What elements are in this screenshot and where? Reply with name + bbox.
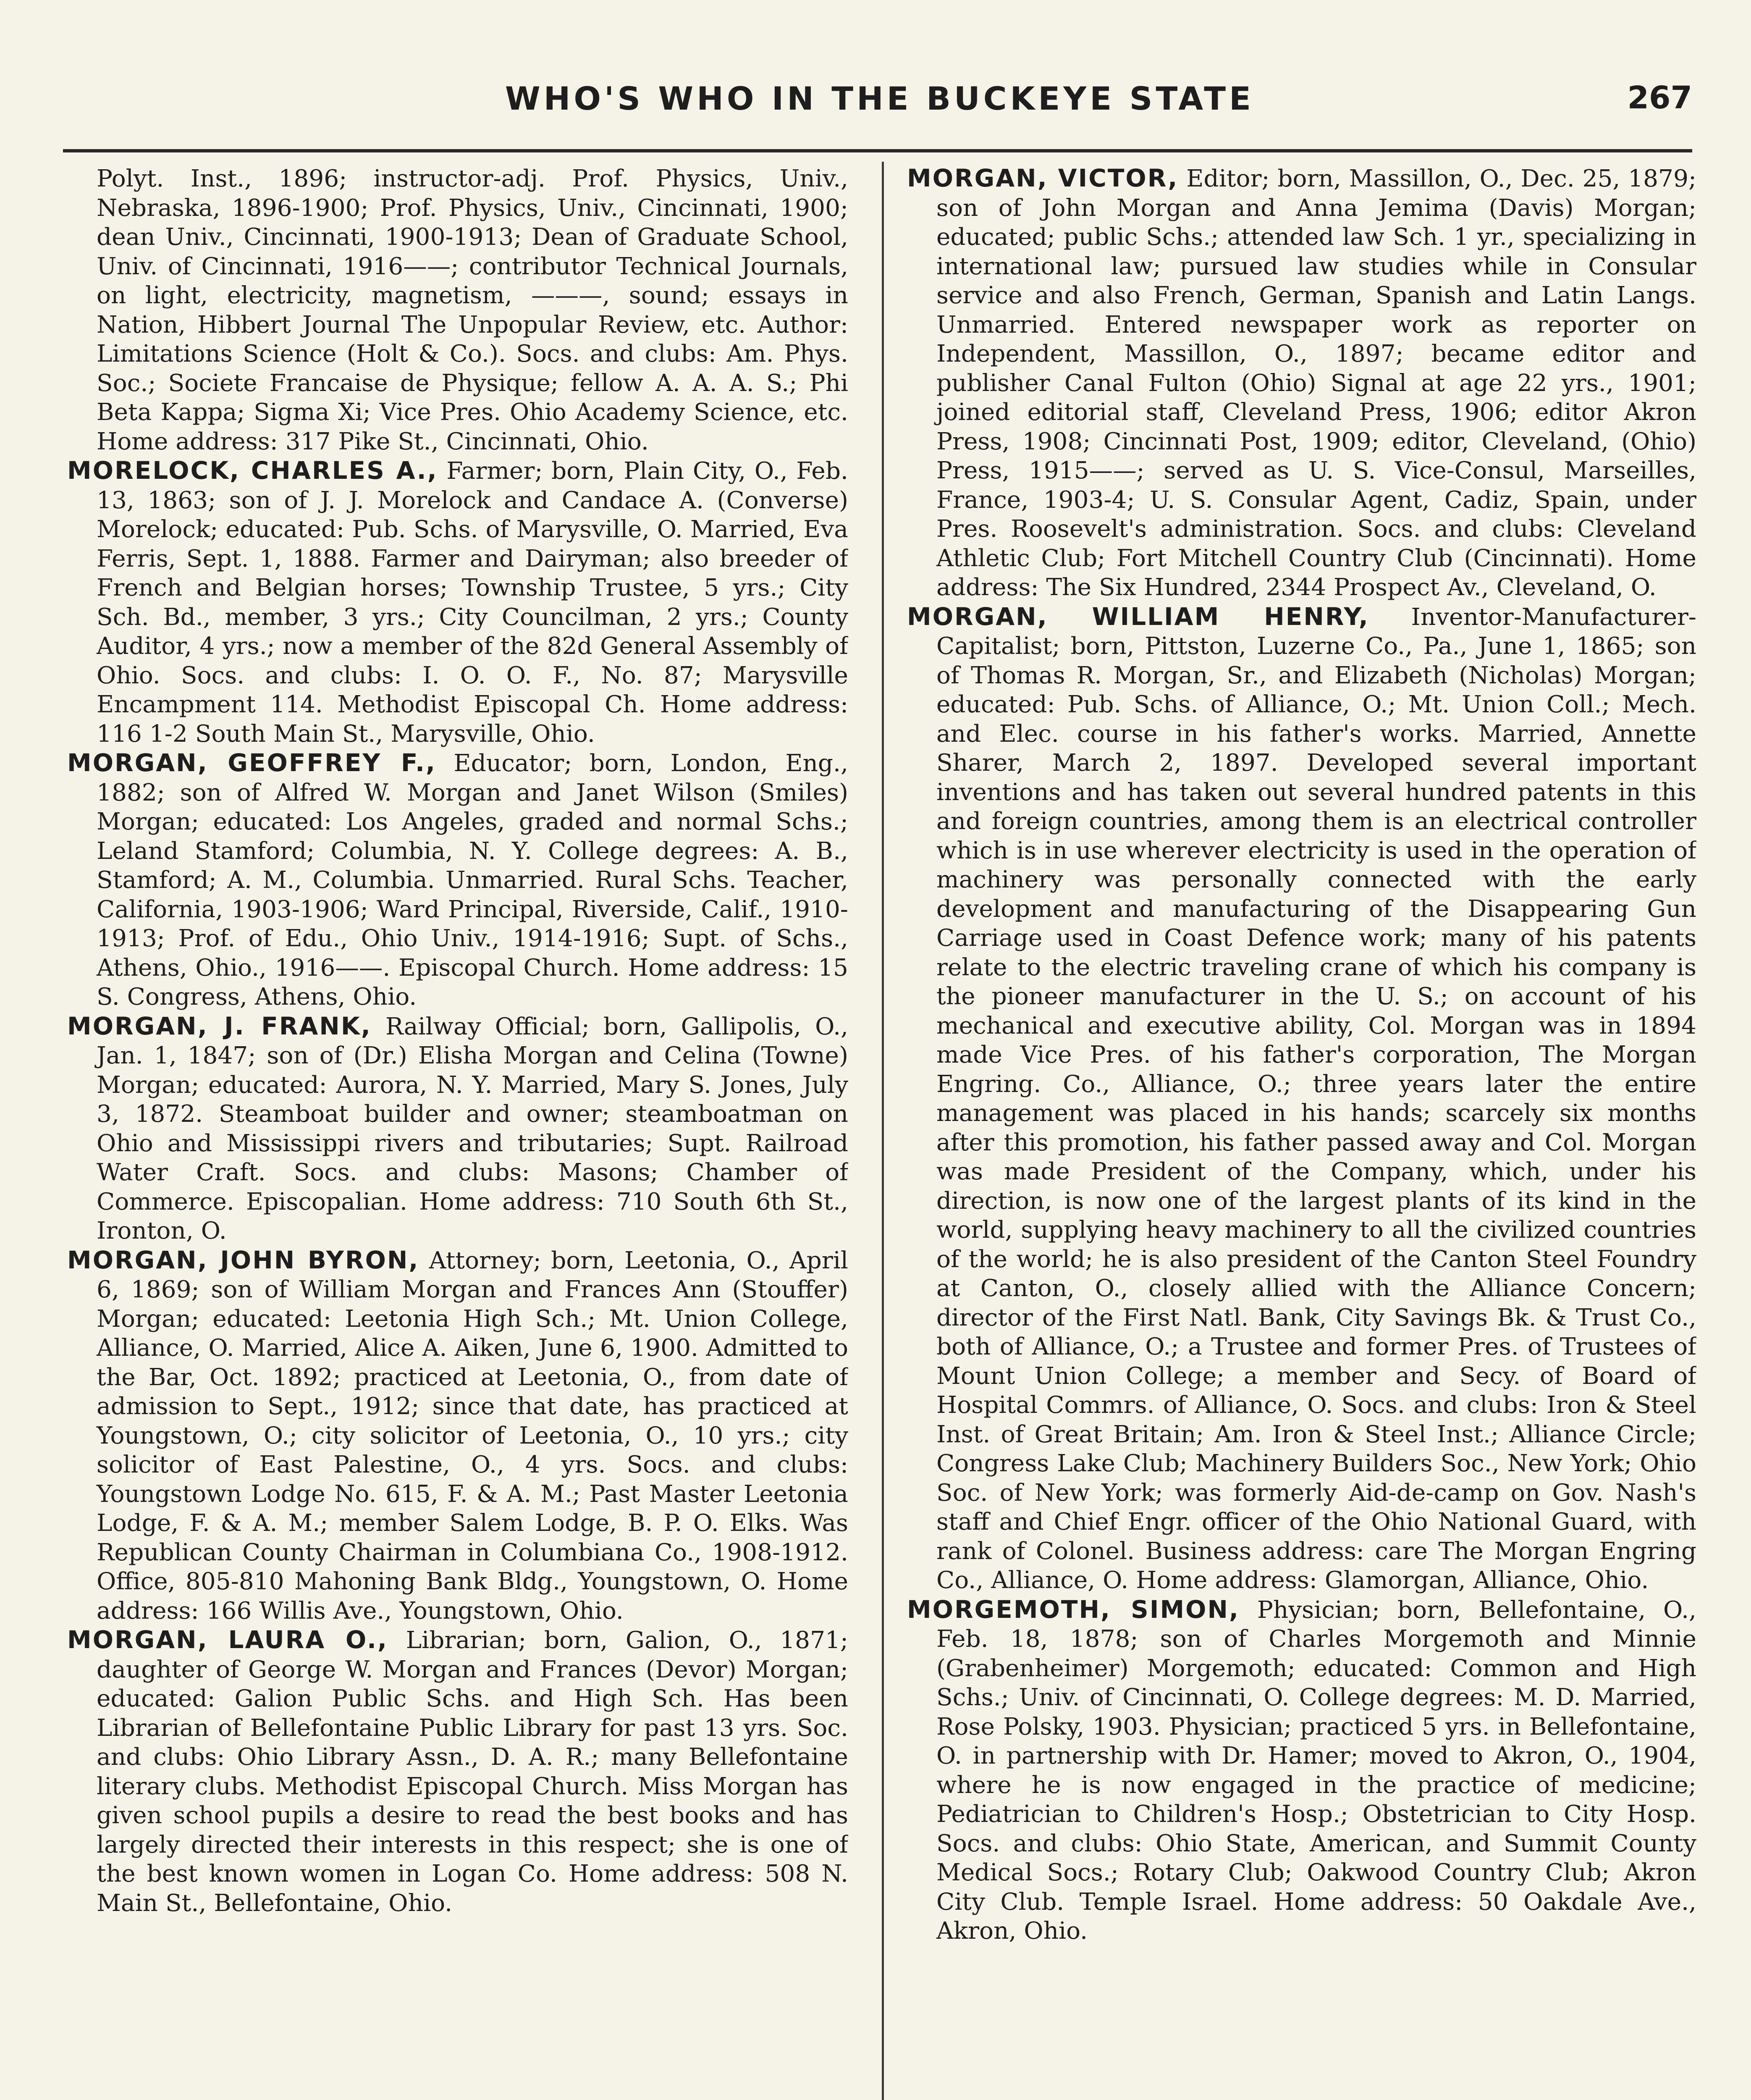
- biography-entry: [67, 1246, 848, 1626]
- entry-text: Editor; born, Massillon, O., Dec. 25, 1879; son of John Morgan and Anna Jemima (Davis) Morgan; educated; public Schs.; attended law Sch. 1 yr., specializing in international law; pursued law studies while in Consular service and also French, German, Spanish and Latin Langs. Unmarried. Entered newspaper work as reporter on Independent, Massillon, O., 1897; became editor and publisher Canal Fulton (Ohio) Signal at age 22 yrs., 1901; joined editorial staff, Cleveland Press, 1906; editor Akron Press, 1908; Cincinnati Post, 1909; editor, Cleveland, (Ohio) Press, 1915——; served as U. S. Vice-Consul, Marseilles, France, 1903-4; U. S. Consular Agent, Cadiz, Spain, under Pres. Roosevelt's administration. Socs. and clubs: Cleveland Athletic Club; Fort Mitchell Country Club (Cincinnati). Home address: The Six Hundred, 2344 Prospect Av., Cleveland, O.: [936, 165, 1696, 601]
- entry-name: MORGAN, VICTOR,: [907, 164, 1179, 192]
- entry-name: MORGAN, JOHN BYRON,: [67, 1245, 419, 1274]
- entry-text: Farmer; born, Plain City, O., Feb. 13, 1863; son of J. J. Morelock and Candace A. (Converse) Morelock; educated: Pub. Schs. of Marysville, O. Married, Eva Ferris, Sept. 1, 1888. Farmer and Dairyman; also breeder of French and Belgian horses; Township Trustee, 5 yrs.; City Sch. Bd., member, 3 yrs.; City Councilman, 2 yrs.; County Auditor, 4 yrs.; now a member of the 82d General Assembly of Ohio. Socs. and clubs: I. O. O. F., No. 87; Marysville Encampment 114. Methodist Episcopal Ch. Home address: 116 1-2 South Main St., Marysville, Ohio.: [97, 457, 848, 748]
- page-header: [67, 76, 1692, 139]
- column-divider: [882, 162, 884, 2100]
- entry-text: Attorney; born, Leetonia, O., April 6, 1869; son of William Morgan and Frances Ann (Stouffer) Morgan; educated: Leetonia High Sch.; Mt. Union College, Alliance, O. Married, Alice A. Aiken, June 6, 1900. Admitted to the Bar, Oct. 1892; practiced at Leetonia, O., from date of admission to Sept., 1912; since that date, has practiced at Youngstown, O.; city solicitor of Leetonia, O., 10 yrs.; city solicitor of East Palestine, O., 4 yrs. Socs. and clubs: Youngstown Lodge No. 615, F. & A. M.; Past Master Leetonia Lodge, F. & A. M.; member Salem Lodge, B. P. O. Elks. Was Republican County Chairman in Columbiana Co., 1908-1912. Office, 805-810 Mahoning Bank Bldg., Youngstown, O. Home address: 166 Willis Ave., Youngstown, Ohio.: [97, 1247, 848, 1625]
- entry-text: Librarian; born, Galion, O., 1871; daughter of George W. Morgan and Frances (Devor) Morgan; educated: Galion Public Schs. and High Sch. Has been Librarian of Bellefontaine Public Library for past 13 yrs. Soc. and clubs: Ohio Library Assn., D. A. R.; many Bellefontaine literary clubs. Methodist Episcopal Church. Miss Morgan has given school pupils a desire to read the best books and has largely directed their interests in this respect; she is one of the best known women in Logan Co. Home address: 508 N. Main St., Bellefontaine, Ohio.: [97, 1627, 848, 1917]
- page-number: 267: [1627, 80, 1692, 116]
- biography-entry: [67, 1012, 848, 1246]
- entry-name: MORGAN, LAURA O.,: [67, 1625, 388, 1654]
- biography-entry: [67, 748, 848, 1012]
- entry-name: MORGAN, WILLIAM HENRY,: [907, 602, 1369, 631]
- entry-text: Inventor-Manufacturer-Capitalist; born, Pittston, Luzerne Co., Pa., June 1, 1865; son of Thomas R. Morgan, Sr., and Elizabeth (Nicholas) Morgan; educated: Pub. Schs. of Alliance, O.; Mt. Union Coll.; Mech. and Elec. course in his father's works. Married, Annette Sharer, March 2, 1897. Developed several important inventions and has taken out several hundred patents in this and foreign countries, among them is an electrical controller which is in use wherever electricity is used in the operation of machinery was personally connected with the early development and manufacturing of the Disappearing Gun Carriage used in Coast Defence work; many of his patents relate to the electric traveling crane of which his company is the pioneer manufacturer in the U. S.; on account of his mechanical and executive ability, Col. Morgan was in 1894 made Vice Pres. of his father's corporation, The Morgan Engring. Co., Alliance, O.; three years later the entire management was placed in his hands; scarcely six months after this promotion, his father passed away and Col. Morgan was made President of the Company, which, under his direction, is now one of the largest plants of its kind in the world, supplying heavy machinery to all the civilized countries of the world; he is also president of the Canton Steel Foundry at Canton, O., closely allied with the Alliance Concern; director of the First Natl. Bank, City Savings Bk. & Trust Co., both of Alliance, O.; a Trustee and former Pres. of Trustees of Mount Union College; a member and Secy. of Board of Hospital Commrs. of Alliance, O. Socs. and clubs: Iron & Steel Inst. of Great Britain; Am. Iron & Steel Inst.; Alliance Circle; Congress Lake Club; Machinery Builders Soc., New York; Ohio Soc. of New York; was formerly Aid-de-camp on Gov. Nash's staff and Chief Engr. officer of the Ohio National Guard, with rank of Colonel. Business address: care The Morgan Engring Co., Alliance, O. Home address: Glamorgan, Alliance, Ohio.: [936, 603, 1696, 1594]
- entry-name: MORGEMOTH, SIMON,: [907, 1595, 1240, 1624]
- entry-text: Railway Official; born, Gallipolis, O., Jan. 1, 1847; son of (Dr.) Elisha Morgan and Celina (Towne) Morgan; educated: Aurora, N. Y. Married, Mary S. Jones, July 3, 1872. Steamboat builder and owner; steamboatman on Ohio and Mississippi rivers and tributaries; Supt. Railroad Water Craft. Socs. and clubs: Masons; Chamber of Commerce. Episcopalian. Home address: 710 South 6th St., Ironton, O.: [97, 1013, 848, 1244]
- biography-entry: [907, 164, 1696, 602]
- right-column: [907, 164, 1696, 2100]
- entry-text: Physician; born, Bellefontaine, O., Feb. 18, 1878; son of Charles Morgemoth and Minnie (Grabenheimer) Morgemoth; educated: Common and High Schs.; Univ. of Cincinnati, O. College degrees: M. D. Married, Rose Polsky, 1903. Physician; practiced 5 yrs. in Bellefontaine, O. in partnership with Dr. Hamer; moved to Akron, O., 1904, where he is now engaged in the practice of medicine; Pediatrician to Children's Hosp.; Obstetrician to City Hosp. Socs. and clubs: Ohio State, American, and Summit County Medical Socs.; Rotary Club; Oakwood Country Club; Akron City Club. Temple Israel. Home address: 50 Oakdale Ave., Akron, Ohio.: [936, 1596, 1696, 1945]
- biography-entry: [67, 1625, 848, 1918]
- entry-name: MORGAN, J. FRANK,: [67, 1011, 372, 1040]
- biography-entry: [67, 456, 848, 748]
- entry-text: Educator; born, London, Eng., 1882; son of Alfred W. Morgan and Janet Wilson (Smiles) Morgan; educated: Los Angeles, graded and normal Schs.; Leland Stamford; Columbia, N. Y. College degrees: A. B., Stamford; A. M., Columbia. Unmarried. Rural Schs. Teacher, California, 1903-1906; Ward Principal, Riverside, Calif., 1910-1913; Prof. of Edu., Ohio Univ., 1914-1916; Supt. of Schs., Athens, Ohio., 1916——. Episcopal Church. Home address: 15 S. Congress, Athens, Ohio.: [97, 750, 848, 1011]
- biography-entry: [907, 602, 1696, 1595]
- entry-name: MORGAN, GEOFFREY F.,: [67, 748, 437, 777]
- left-column: [67, 164, 848, 2100]
- biography-entry: [67, 164, 848, 456]
- header-rule: [63, 149, 1692, 152]
- entry-name: MORELOCK, CHARLES A.,: [67, 456, 438, 485]
- running-title: WHO'S WHO IN THE BUCKEYE STATE: [505, 80, 1255, 117]
- biography-entry: [907, 1595, 1696, 1946]
- entry-text: Polyt. Inst., 1896; instructor-adj. Prof. Physics, Univ., Nebraska, 1896-1900; Prof. Physics, Univ., Cincinnati, 1900; dean Univ., Cincinnati, 1900-1913; Dean of Graduate School, Univ. of Cincinnati, 1916——; contributor Technical Journals, on light, electricity, magnetism, ———, sound; essays in Nation, Hibbert Journal The Unpopular Review, etc. Author: Limitations Science (Holt & Co.). Socs. and clubs: Am. Phys. Soc.; Societe Francaise de Physique; fellow A. A. A. S.; Phi Beta Kappa; Sigma Xi; Vice Pres. Ohio Academy Science, etc. Home address: 317 Pike St., Cincinnati, Ohio.: [97, 165, 848, 455]
